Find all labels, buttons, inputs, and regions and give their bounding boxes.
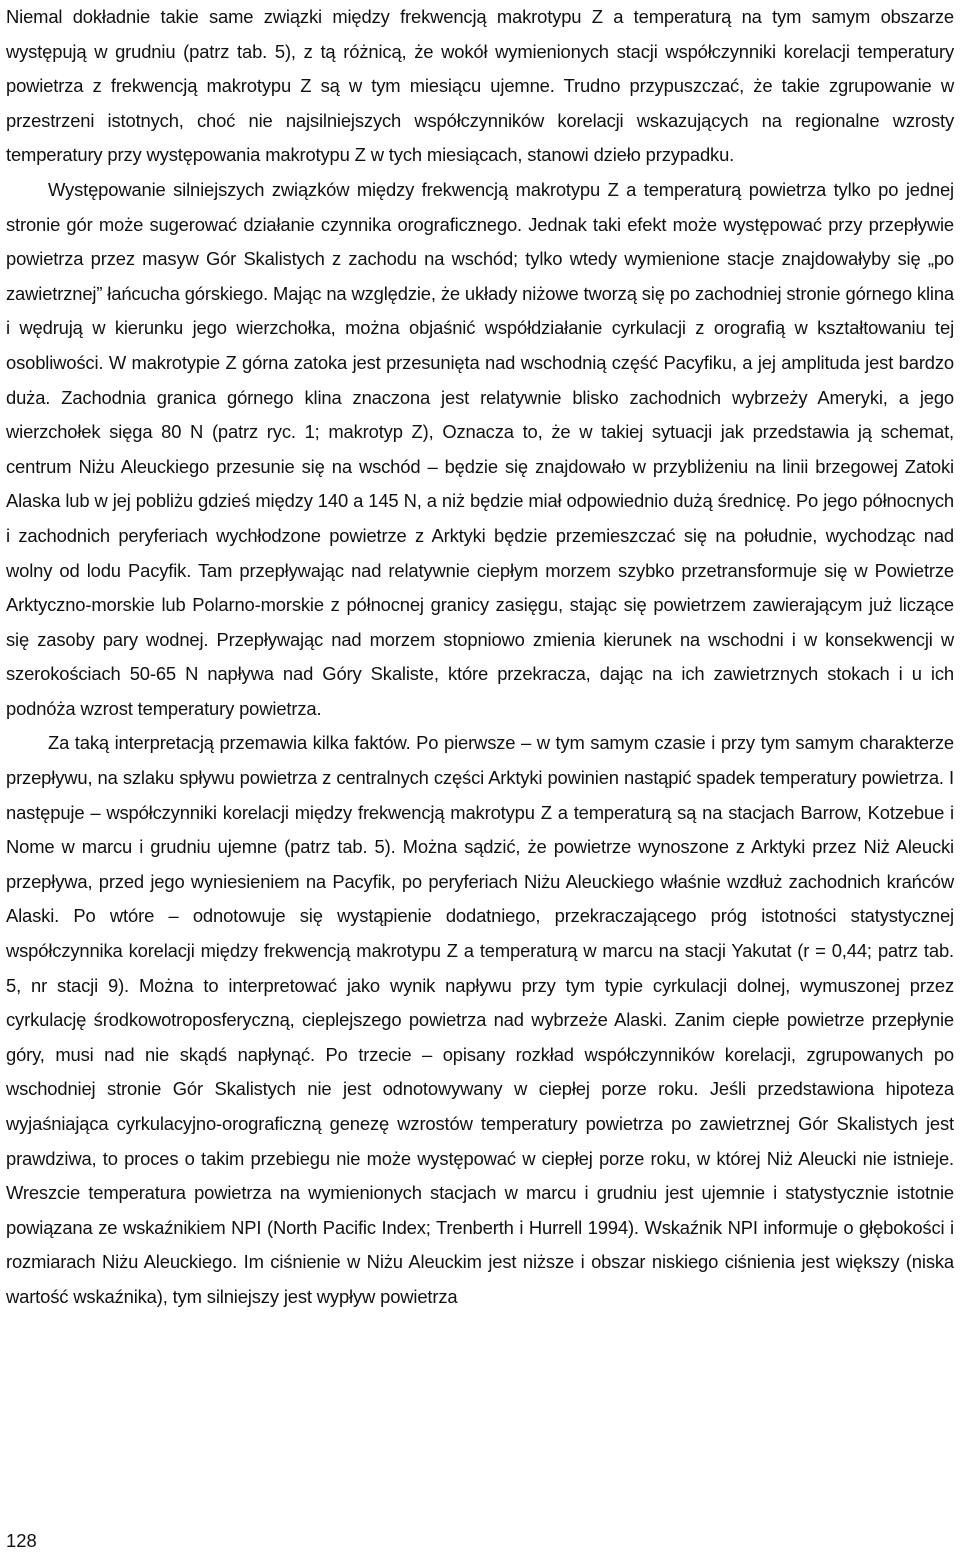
page-number: 128 [6, 1530, 37, 1551]
paragraph-3: Za taką interpretacją przemawia kilka faktów. Po pierwsze – w tym samym czasie i przy tym samym charakterze przepływu, na szlaku spływu powietrza z centralnych części Arktyki powinien nastąpić spadek temperatury powietrza. I następuje – współczynniki korelacji między frekwencją makrotypu Z a temperaturą są na stacjach Barrow, Kotzebue i Nome w marcu i grudniu ujemne (patrz tab. 5). Można sądzić, że powietrze wynoszone z Arktyki przez Niż Aleucki przepływa, przed jego wyniesieniem na Pacyfik, po peryferiach Niżu Aleuckiego właśnie wzdłuż zachodnich krańców Alaski. Po wtóre – odnotowuje się wystąpienie dodatniego, przekraczającego próg istotności statystycznej współczynnika korelacji między frekwencją makrotypu Z a temperaturą w marcu na stacji Yakutat (r = 0,44; patrz tab. 5, nr stacji 9). Można to interpretować jako wynik napływu przy tym typie cyrkulacji dolnej, wymuszonej przez cyrkulację środkowotroposferyczną, cieplejszego powietrza nad wybrzeże Alaski. Zanim ciepłe powietrze przepłynie góry, musi nad nie skądś napłynąć. Po trzecie – opisany rozkład współczynników korelacji, zgrupowanych po wschodniej stronie Gór Skalistych nie jest odnotowywany w ciepłej porze roku. Jeśli przedstawiona hipoteza wyjaśniająca cyrkulacyjno-orograficzną genezę wzrostów temperatury powietrza po zawietrznej Gór Skalistych jest prawdziwa, to proces o takim przebiegu nie może występować w ciepłej porze roku, w której Niż Aleucki nie istnieje. Wreszcie temperatura powietrza na wymienionych stacjach w marcu i grudniu jest ujemnie i statystycznie istotnie powiązana ze wskaźnikiem NPI (North Pacific Index; Trenberth i Hurrell 1994). Wskaźnik NPI informuje o głębokości i rozmiarach Niżu Aleuckiego. Im ciśnienie w Niżu Aleuckim jest niższe i obszar niskiego ciśnienia jest większy (niska wartość wskaźnika), tym silniejszy jest wypływ powietrza [6, 732, 954, 1307]
document-body [6, 0, 954, 1315]
paragraph-2: Występowanie silniejszych związków między frekwencją makrotypu Z a temperaturą powietrza tylko po jednej stronie gór może sugerować działanie czynnika orograficznego. Jednak taki efekt może występować przy przepływie powietrza przez masyw Gór Skalistych z zachodu na wschód; tylko wtedy wymienione stacje znajdowałyby się „po zawietrznej” łańcucha górskiego. Mając na względzie, że układy niżowe tworzą się po zachodniej stronie górnego klina i wędrują w kierunku jego wierzchołka, można objaśnić współdziałanie cyrkulacji z orografią w kształtowaniu tej osobliwości. W makrotypie Z górna zatoka jest przesunięta nad wschodnią część Pacyfiku, a jej amplituda jest bardzo duża. Zachodnia granica górnego klina znaczona jest relatywnie blisko zachodnich wybrzeży Ameryki, a jego wierzchołek sięga 80 N (patrz ryc. 1; makrotyp Z), Oznacza to, że w takiej sytuacji jak przedstawia ją schemat, centrum Niżu Aleuckiego przesunie się na wschód – będzie się znajdowało w przybliżeniu na linii brzegowej Zatoki Alaska lub w jej pobliżu gdzieś między 140 a 145 N, a niż będzie miał odpowiednio dużą średnicę. Po jego północnych i zachodnich peryferiach wychłodzone powietrze z Arktyki będzie przemieszczać się na południe, wychodząc nad wolny od lodu Pacyfik. Tam przepływając nad relatywnie ciepłym morzem szybko przetransformuje się w Powietrze Arktyczno-morskie lub Polarno-morskie z północnej granicy zasięgu, stając się powietrzem zawierającym już liczące się zasoby pary wodnej. Przepływając nad morzem stopniowo zmienia kierunek na wschodni i w konsekwencji w szerokościach 50-65 N napływa nad Góry Skaliste, które przekracza, dając na ich zawietrznych stokach i u ich podnóża wzrost temperatury powietrza. [6, 178, 954, 719]
paragraph-1: Niemal dokładnie takie same związki między frekwencją makrotypu Z a temperaturą na tym samym obszarze występują w grudniu (patrz tab. 5), z tą różnicą, że wokół wymienionych stacji współczynniki korelacji temperatury powietrza z frekwencją makrotypu Z są w tym miesiącu ujemne. Trudno przypuszczać, że takie zgrupowanie w przestrzeni istotnych, choć nie najsilniejszych współczynników korelacji wskazujących na regionalne wzrosty temperatury przy występowania makrotypu Z w tych miesiącach, stanowi dzieło przypadku. [6, 6, 954, 166]
